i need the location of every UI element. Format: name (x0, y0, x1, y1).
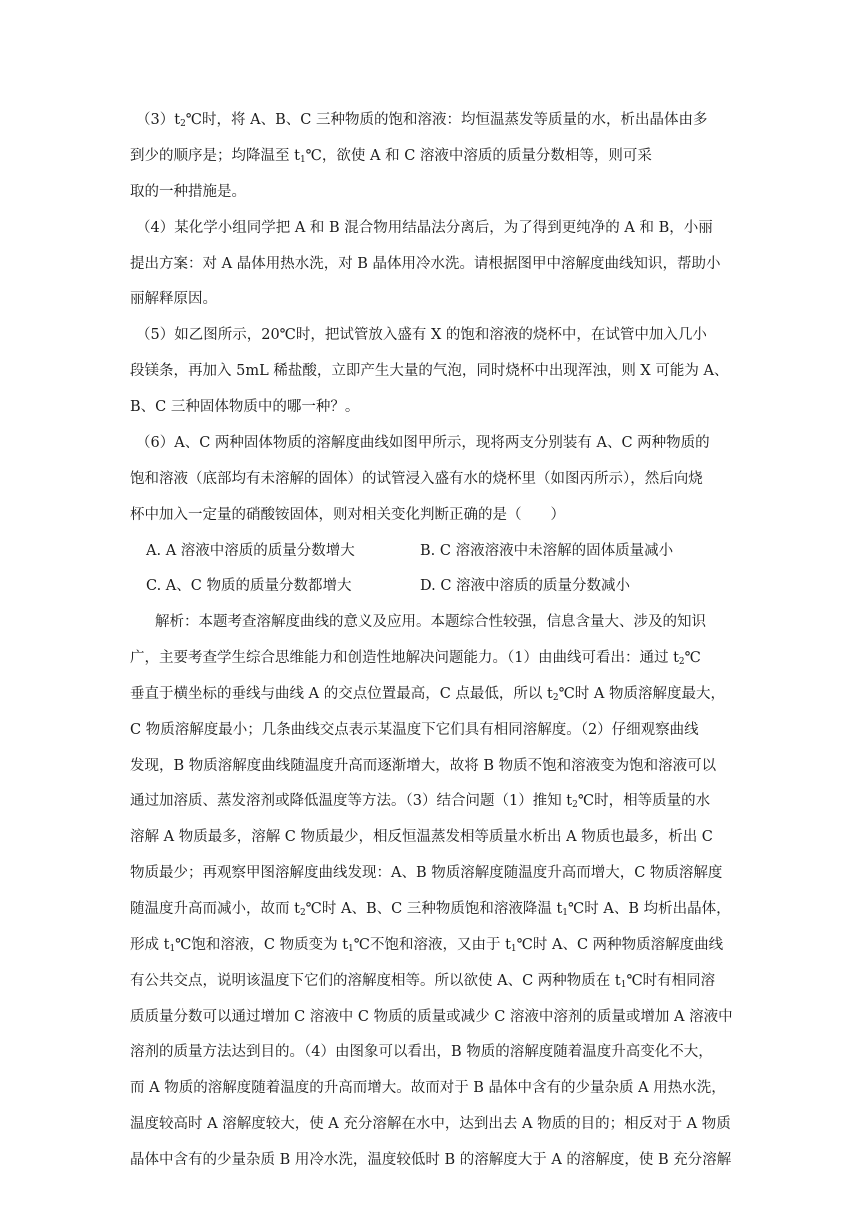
text: B、C 三种固体物质中的哪一种？ (130, 399, 345, 415)
analysis-line-13 (130, 1042, 860, 1062)
subscript: 2 (678, 657, 685, 667)
q4-line-1 (136, 218, 860, 238)
q6-line-1 (136, 433, 860, 453)
text: 而 A 物质的溶解度随着温度的升高而增大。故而对于 B 晶体中含有的少量杂质 A 用热水洗， (130, 1080, 726, 1096)
text: ℃时 A、B、C 三种物质饱和溶液降温 t (305, 901, 563, 917)
text: ；均降温至 t (217, 148, 300, 164)
text: C 物质溶解度最小；几条曲线交点表示某温度下它们具有相同溶解度。（2）仔细观察曲线 (130, 722, 699, 738)
option-a[interactable]: A. A 溶液中溶质的质量分数增大 (146, 543, 355, 559)
text: 饱和溶液（底部均有未溶解的固体）的试管浸入盛有水的烧杯里（如图丙所示），然后向烧 (130, 471, 703, 487)
analysis-line-1 (155, 612, 860, 632)
text: ℃时，将 A、B、C 三种物质的饱和溶液：均恒温蒸发等质量的水，析出晶体由多 (185, 112, 708, 128)
text: 。 (344, 399, 360, 415)
text: ℃不饱和溶液，又由于 t (353, 937, 511, 953)
text: 解析：本题考查溶解度曲线的意义及应用。本题综合性较强，信息含量大、涉及的知识 (155, 614, 706, 630)
q6-line-2 (130, 469, 860, 489)
q4-line-3 (130, 289, 860, 312)
text: （3）t (136, 112, 181, 128)
text: （4）某化学小组同学把 A 和 B 混合物用结晶法分离后，为了得到更纯净的 A 和 B，小丽 (136, 220, 713, 236)
text: 溶剂的质量方法达到目的。（4）由图象可以看出，B 物质的溶解度随着温度升高变化不大， (130, 1044, 713, 1060)
subscript: 1 (299, 155, 306, 165)
subscript: 2 (180, 119, 186, 129)
analysis-line-2 (130, 648, 860, 668)
text: ℃时有相同溶 (626, 973, 716, 989)
text: 段镁条，再加入 5mL 稀盐酸，立即产生大量的气泡，同时烧杯中出现浑浊，则 X 可能为 A、 (130, 363, 729, 379)
text: ℃ (684, 650, 701, 666)
q6-line-3 (130, 505, 860, 525)
text: 随温度升高而减小，故而 t (130, 901, 300, 917)
text: 形成 t (130, 937, 170, 953)
analysis-line-9 (130, 899, 860, 919)
analysis-line-6 (130, 791, 860, 811)
option-d[interactable]: D. C 溶液中溶质的质量分数减小 (420, 578, 631, 594)
q3-line-3 (130, 182, 860, 205)
analysis-line-4 (130, 720, 860, 740)
analysis-line-5 (130, 756, 860, 776)
text: （5）如乙图所示，20℃时，把试管放入盛有 X 的饱和溶液的烧杯中，在试管中加入几小 (136, 327, 707, 343)
text: 发现，B 物质溶解度曲线随温度升高而逐渐增大，故将 B 物质不饱和溶液变为饱和溶液可以 (130, 758, 717, 774)
text: 取的一种措施是 (130, 184, 232, 200)
subscript: 1 (348, 944, 354, 954)
text: ℃时 A 物质溶解度最大， (558, 686, 725, 702)
subscript: 1 (562, 908, 569, 918)
q5-line-3 (130, 397, 860, 420)
text: 提出方案：对 A 晶体用热水洗，对 B 晶体用冷水洗。请根据图甲中溶解度曲线知识，帮助小 (130, 256, 721, 272)
analysis-line-12 (130, 1007, 860, 1027)
text: ℃时 A、B 均析出晶体， (568, 901, 731, 917)
subscript: 2 (572, 800, 578, 810)
text: 。 (202, 291, 217, 307)
text: ℃，欲使 A 和 C 溶液中溶质的质量分数相等，则可采 (305, 148, 652, 164)
q5-line-2 (130, 361, 860, 381)
analysis-line-3 (130, 684, 860, 704)
analysis-line-15 (130, 1114, 860, 1134)
text: （6）A、C 两种固体物质的溶解度曲线如图甲所示，现将两支分别装有 A、C 两种物质的 (136, 435, 710, 451)
text: 。 (231, 184, 246, 200)
subscript: 2 (299, 908, 306, 918)
text: 杯中加入一定量的硝酸铵固体，则对相关变化判断正确的是（ ） (130, 507, 565, 523)
subscript: 1 (510, 944, 517, 954)
subscript: 2 (552, 693, 559, 703)
text: 质质量分数可以通过增加 C 溶液中 C 物质的质量或减少 C 溶液中溶剂的质量或增加 A 溶液中 (130, 1009, 733, 1025)
text: 通过加溶质、蒸发溶剂或降低温度等方法。（3）结合问题（1）推知 t (130, 793, 573, 809)
text: 有公共交点，说明该温度下它们的溶解度相等。所以欲使 A、C 两种物质在 t (130, 973, 621, 989)
subscript: 1 (169, 944, 176, 954)
analysis-line-14 (130, 1078, 860, 1098)
option-c[interactable]: C. A、C 物质的质量分数都增大 (146, 578, 352, 594)
q3-line-2 (130, 146, 860, 169)
text: ℃时，相等质量的水 (577, 793, 711, 809)
text: 丽解释原因 (130, 291, 203, 307)
text: 垂直于横坐标的垂线与曲线 A 的交点位置最高，C 点最低，所以 t (130, 686, 553, 702)
option-b[interactable]: B. C 溶液溶液中未溶解的固体质量减小 (420, 543, 674, 559)
q5-line-1 (136, 325, 860, 345)
analysis-line-11 (130, 971, 860, 991)
text: ℃饱和溶液，C 物质变为 t (175, 937, 349, 953)
subscript: 1 (620, 980, 627, 990)
q3-line-1 (136, 110, 860, 130)
text: 物质最少；再观察甲图溶解度曲线发现：A、B 物质溶解度随温度升高而增大，C 物质溶解度 (130, 865, 723, 881)
analysis-line-8 (130, 863, 860, 883)
analysis-line-7 (130, 827, 860, 847)
analysis-line-16 (130, 1150, 860, 1170)
q4-line-2 (130, 254, 860, 274)
text: 到少的顺序是 (130, 148, 217, 164)
text: ℃时 A、C 两种物质溶解度曲线 (516, 937, 724, 953)
text: 温度较高时 A 溶解度较大，使 A 充分溶解在水中，达到出去 A 物质的目的；相反对于 A 物质 (130, 1116, 731, 1132)
analysis-line-10 (130, 935, 860, 955)
text: 广，主要考查学生综合思维能力和创造性地解决问题能力。（1）由曲线可看出：通过 t (130, 650, 679, 666)
text: 溶解 A 物质最多，溶解 C 物质最少，相反恒温蒸发相等质量水析出 A 物质也最多，析出 C (130, 829, 713, 845)
text: 晶体中含有的少量杂质 B 用冷水洗，温度较低时 B 的溶解度大于 A 的溶解度，使 B 充分溶解 (130, 1152, 732, 1168)
